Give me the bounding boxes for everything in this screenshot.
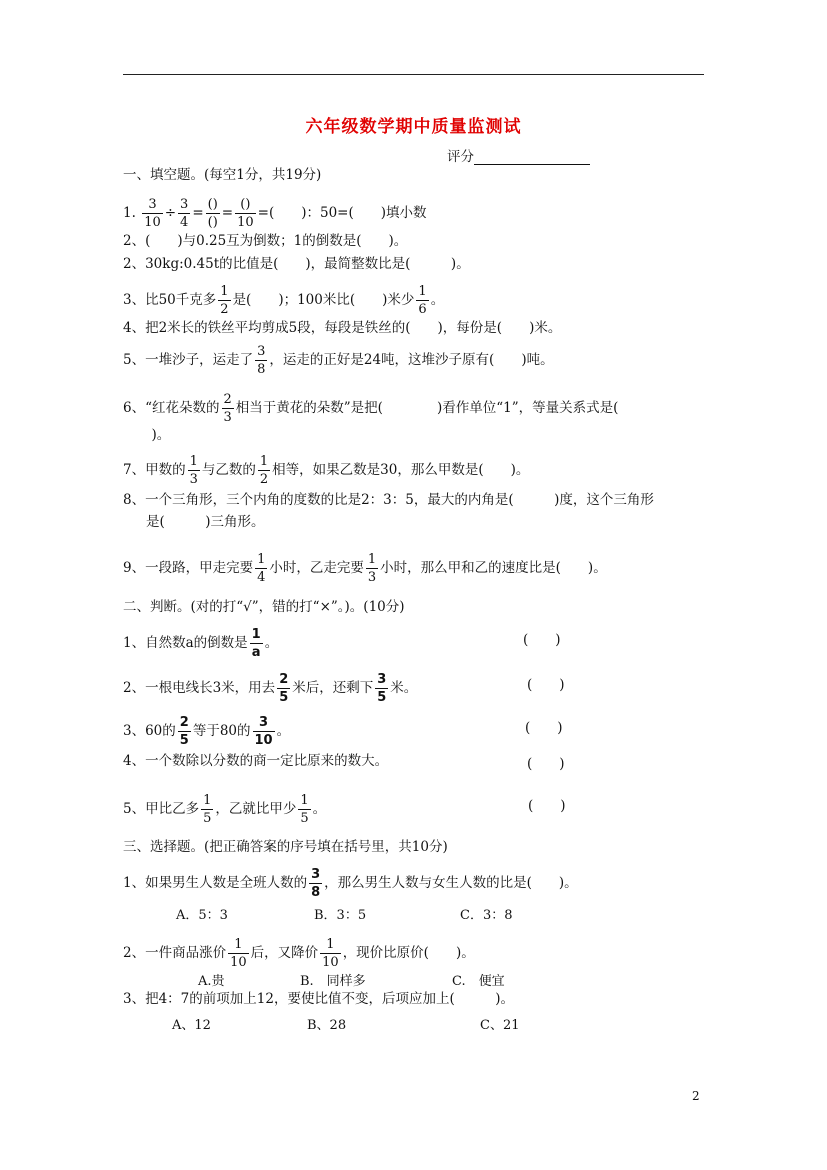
option-b[interactable]: B．3：5 — [314, 908, 367, 923]
s2-q1: 1、自然数a的倒数是 $\frac{1}{a}$ 。 — [123, 627, 279, 660]
option-c[interactable]: C、21 — [480, 1018, 520, 1033]
option-c[interactable]: C．3：8 — [460, 908, 513, 923]
s3-q1: 1、如果男生人数是全班人数的 $\frac{3}{8}$ ，那么男生人数与女生人数的比是( )。 — [123, 867, 578, 900]
s1-q5: 4、把2米长的铁丝平均剪成5段，每段是铁丝的( )，每份是( )米。 — [123, 320, 562, 336]
s1-q9: 8、一个三角形，三个内角的度数的比是2：3：5，最大的内角是( )度，这个三角形 — [123, 492, 654, 508]
fraction: $\frac{3}{8}$ — [257, 344, 266, 377]
s1-q2: 2、( )与0.25互为倒数；1的倒数是( )。 — [123, 233, 408, 249]
fraction: $\frac{2}{3}$ — [223, 392, 232, 425]
fraction: $\frac{3}{4}$ — [180, 197, 189, 230]
fraction: $\frac{2}{5}$ — [179, 715, 189, 748]
s3-q3: 3、把4：7的前项加上12，要使比值不变，后项应加上( )。 — [123, 991, 514, 1007]
fraction: $\frac{3}{8}$ — [311, 867, 321, 900]
section-1-heading: 一、填空题。(每空1分，共19分) — [123, 167, 322, 183]
fraction: $\frac{1}{a}$ — [251, 627, 261, 660]
s1-q3: 2、30kg:0.45t的比值是( )，最简整数比是( )。 — [123, 256, 470, 272]
fraction: $\frac{1}{5}$ — [300, 793, 309, 826]
answer-blank[interactable]: ( ) — [528, 798, 566, 814]
answer-blank[interactable]: ( ) — [523, 632, 561, 648]
page-number: 2 — [692, 1089, 700, 1103]
s2-q4: 4、一个数除以分数的商一定比原来的数大。 — [123, 753, 389, 769]
fraction: $\frac{3}{10}$ — [144, 197, 161, 230]
fraction: $\frac{1}{2}$ — [220, 284, 229, 317]
answer-blank[interactable]: ( ) — [527, 756, 565, 772]
fraction: $\frac{()}{10}$ — [237, 197, 254, 230]
fraction: $\frac{1}{3}$ — [367, 552, 377, 585]
score-blank — [474, 150, 590, 165]
option-a[interactable]: A.贵 — [198, 974, 225, 989]
top-rule — [123, 74, 704, 75]
s1-q8: 7、甲数的 $\frac{1}{3}$ 与乙数的 $\frac{1}{2}$ 相等，如果乙数是30，那么甲数是( )。 — [123, 454, 530, 487]
fraction: $\frac{1}{2}$ — [259, 454, 269, 487]
s1-q4: 3、比50千克多 $\frac{1}{2}$ 是( )；100米比( )米少 $\frac{1}{6}$ 。 — [123, 284, 445, 317]
option-c[interactable]: C. 便宜 — [452, 974, 505, 989]
s1-q7: 6、“红花朵数的 $\frac{2}{3}$ 相当于黄花的朵数”是把( )看作单位“1”，等量关系式是( — [123, 392, 619, 425]
s1-q6: 5、一堆沙子，运走了 $\frac{3}{8}$ ，运走的正好是24吨，这堆沙子原有( )吨。 — [123, 344, 554, 377]
s2-q5: 5、甲比乙多 $\frac{1}{5}$ ，乙就比甲少 $\frac{1}{5}$ 。 — [123, 793, 327, 826]
s2-q3: 3、60的 $\frac{2}{5}$ 等于80的 $\frac{3}{10}$ 。 — [123, 715, 291, 748]
option-a[interactable]: A、12 — [172, 1018, 211, 1033]
section-2-heading: 二、判断。(对的打“√”，错的打“×”。)。(10分) — [123, 599, 405, 615]
score-field — [447, 145, 590, 165]
fraction: $\frac{1}{4}$ — [257, 552, 266, 585]
q-num: 1. — [123, 205, 136, 221]
fraction: $\frac{3}{10}$ — [254, 715, 273, 748]
fraction: $\frac{1}{10}$ — [322, 937, 339, 970]
page-title: 六年级数学期中质量监测试 — [305, 117, 522, 137]
score-label: 评分 — [447, 149, 474, 165]
s1-q7-cont: )。 — [138, 427, 171, 443]
s3-q2: 2、一件商品涨价 $\frac{1}{10}$ 后，又降价 $\frac{1}{10}$ ，现价比原价( )。 — [123, 937, 475, 970]
fraction: $\frac{1}{6}$ — [418, 284, 427, 317]
s1-q9-cont: 是( )三角形。 — [146, 514, 265, 530]
s1-q10: 9、一段路，甲走完要 $\frac{1}{4}$ 小时，乙走完要 $\frac{1}{3}$ 小时，那么甲和乙的速度比是( )。 — [123, 552, 607, 585]
fraction: $\frac{()}{()}$ — [207, 197, 218, 230]
fraction: $\frac{1}{5}$ — [203, 793, 212, 826]
s2-q2: 2、一根电线长3米，用去 $\frac{2}{5}$ 米后，还剩下 $\frac{3}{5}$ 米。 — [123, 672, 418, 705]
option-b[interactable]: B、28 — [307, 1018, 347, 1033]
fraction: $\frac{1}{3}$ — [189, 454, 198, 487]
answer-blank[interactable]: ( ) — [527, 677, 565, 693]
fraction: $\frac{1}{10}$ — [230, 937, 247, 970]
s1-q1: 1. $\frac{3}{10}$ ÷ $\frac{3}{4}$ = $\frac{()}{()}$ = $\frac{()}{10}$ =( )：50=( )填小数 — [123, 197, 427, 230]
section-3-heading: 三、选择题。(把正确答案的序号填在括号里，共10分) — [123, 839, 448, 855]
option-b[interactable]: B. 同样多 — [300, 974, 366, 989]
fraction: $\frac{3}{5}$ — [377, 672, 387, 705]
fraction: $\frac{2}{5}$ — [279, 672, 289, 705]
answer-blank[interactable]: ( ) — [525, 720, 563, 736]
option-a[interactable]: A．5：3 — [176, 908, 228, 923]
